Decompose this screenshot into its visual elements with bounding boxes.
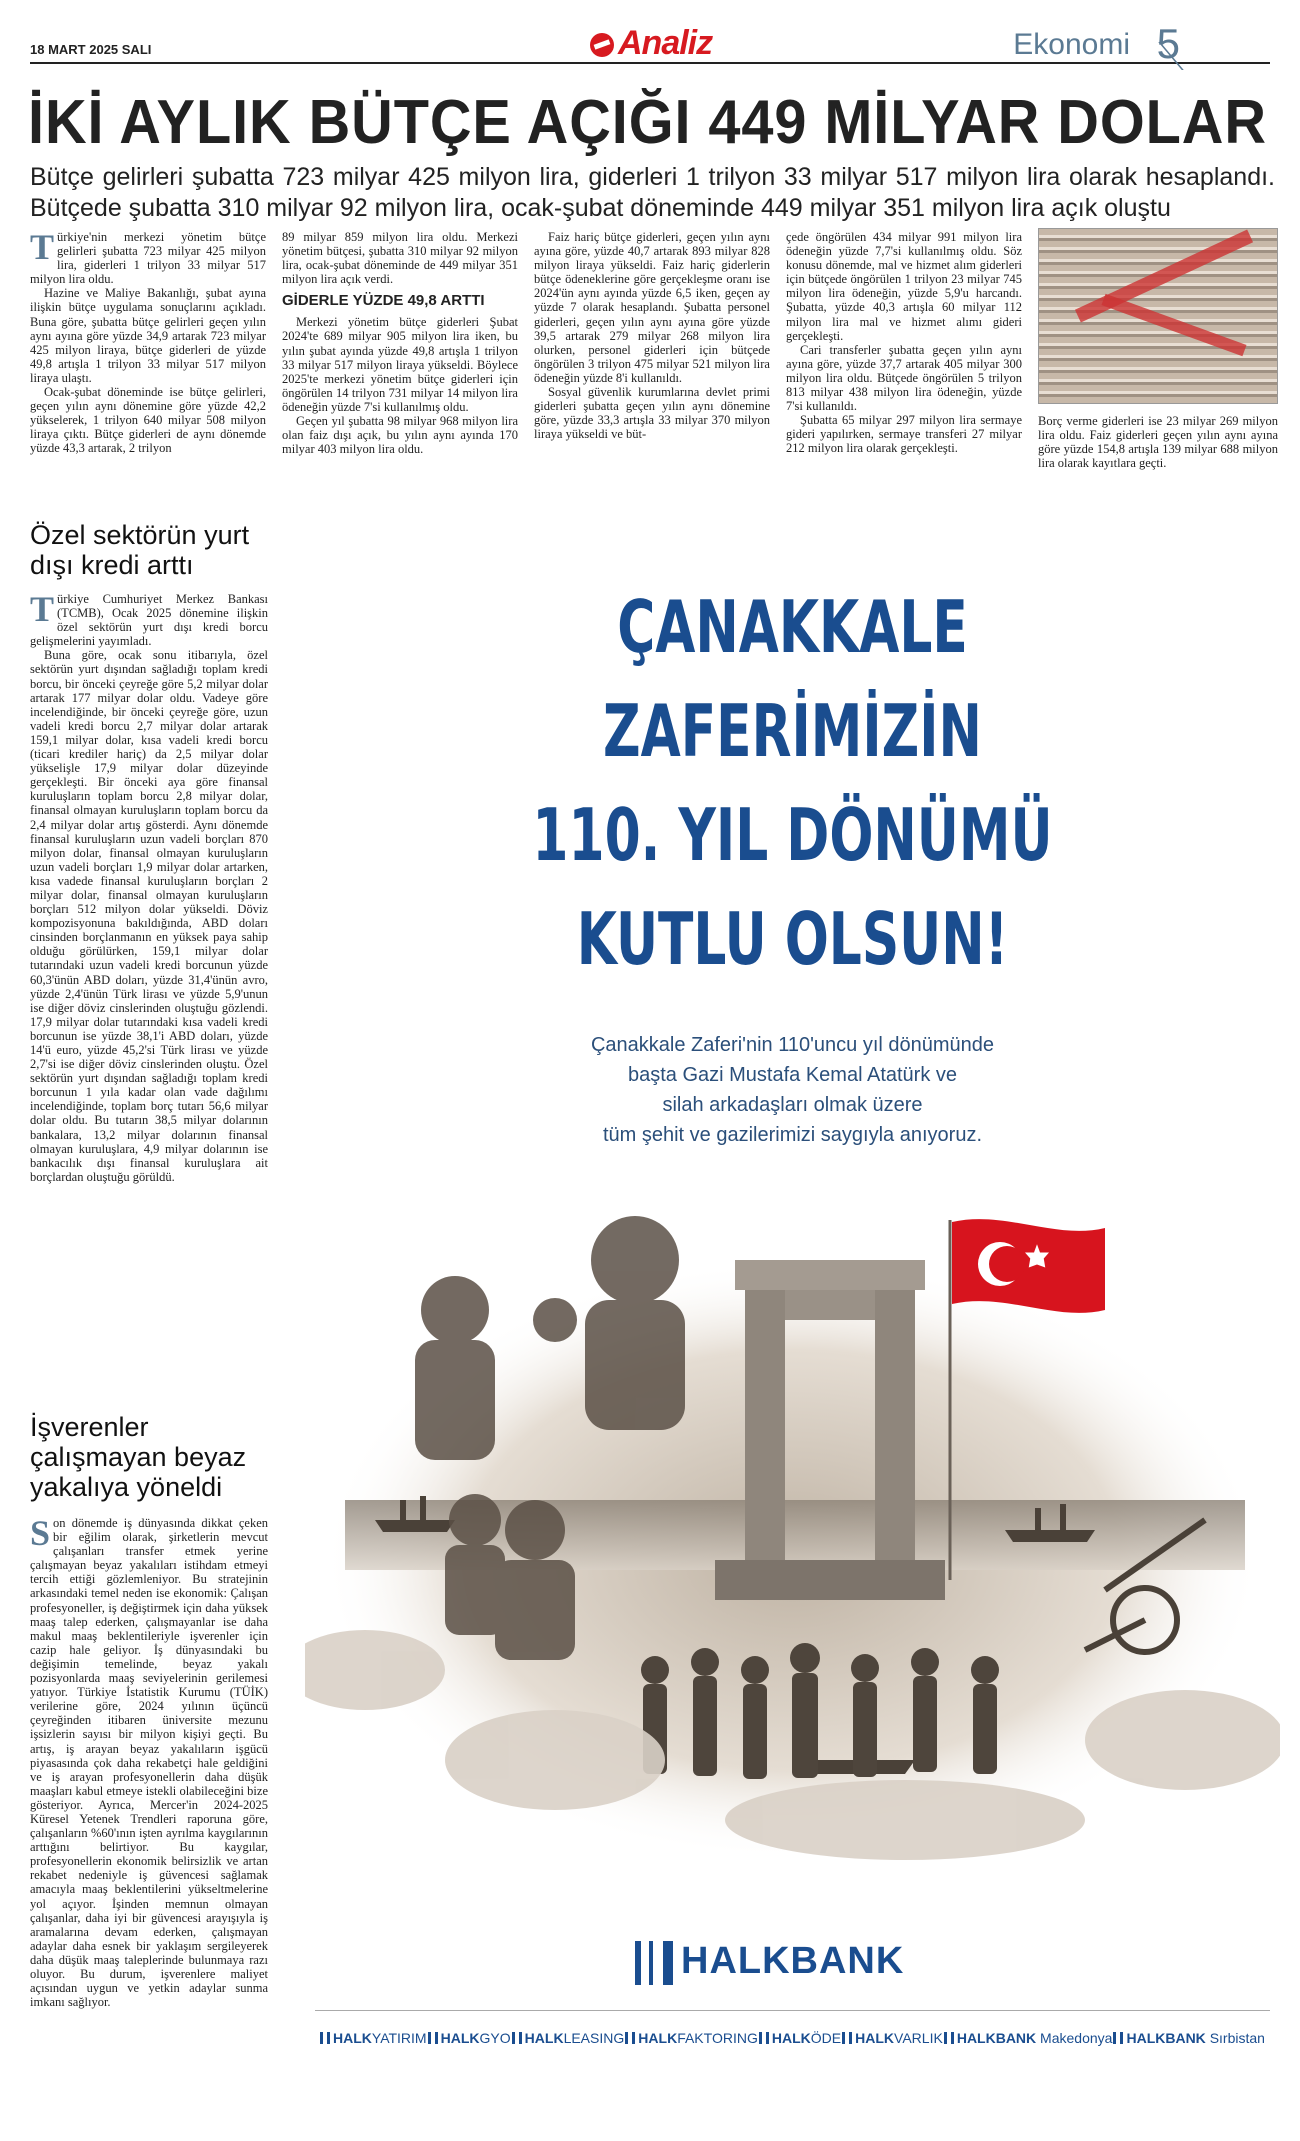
subsidiary-light: VARLIK — [894, 2030, 943, 2046]
subsidiary-bold: HALK — [333, 2030, 372, 2046]
halk-mark-icon — [625, 2032, 635, 2044]
ad-divider — [315, 2010, 1270, 2011]
subsidiary-logo[interactable] — [512, 2030, 625, 2046]
paragraph: Şubatta 65 milyar 297 milyon lira sermaye gideri yapılırken, sermaye transferi 27 milyar 212 milyon lira olarak gerçekleşti. — [786, 413, 1022, 456]
drop-cap: T — [30, 227, 55, 267]
halk-mark-icon — [512, 2032, 522, 2044]
main-headline: İKİ AYLIK BÜTÇE AÇIĞI 449 MİLYAR DOLAR — [28, 88, 1267, 157]
halk-mark-icon — [944, 2032, 954, 2044]
paragraph: Hazine ve Maliye Bakanlığı, şubat ayına ilişkin bütçe uygulama sonuçlarını açıkladı. Buna göre, şubatta bütçe gelirleri geçen yılın aynı ayına göre yüzde 34,9 artarak 723 milyar 425 milyon liraya, bütçe giderleri de yüzde 49,8 artışla 1 trilyon 33 milyar 517 milyon liraya ulaştı. — [30, 286, 266, 385]
halkbank-advertisement[interactable] — [305, 500, 1280, 2125]
drop-cap: T — [30, 589, 55, 629]
side-headline-2: İşverenler çalışmayan beyaz yakalıya yöneldi — [30, 1412, 247, 1502]
subsidiary-light: LEASING — [563, 2030, 625, 2046]
subsidiary-logo[interactable] — [842, 2030, 943, 2046]
halkbank-h-icon — [635, 1941, 673, 1985]
subheading: GİDERLE YÜZDE 49,8 ARTTI — [282, 292, 485, 310]
halk-mark-icon — [1113, 2032, 1123, 2044]
subsidiary-light: GYO — [479, 2030, 511, 2046]
ad-body-line: Çanakkale Zaferi'nin 110'uncu yıl dönümünde — [590, 1034, 995, 1056]
ad-title — [442, 575, 1144, 991]
paragraph: on dönemde iş dünyasında dikkat çeken bir eğilim olarak, şirketlerin mevcut çalışanları transfer etmek yerine çalışmayan beyaz yakalıları istihdam etmeyi tercih ettiği gözlemleniyor. Bu stratejinin arkasındaki temel neden ise ekonomik: Çalışan profesyoneller, iş değiştirmek için daha yüksek maaş talep ederken, çalışmayanlar ise daha makul maaş beklentileriyle işverenler için cazip hale geliyor. İş dünyasındaki bu değişimin temelinde, beyaz yakalı pozisyonlarda maaş seviyelerinin gerilemesi yatıyor. Türkiye İstatistik Kurumu (TÜİK) verilerine göre, 2024 yılının üçüncü çeyreğinden itibaren üniversite mezunu işsizlerin sayısı bir milyon kişiyi geçti. Bu artış, iş arayan beyaz yakalıların işgücü piyasasında çok daha rekabetçi hale geldiğini ve iş arayan profesyonellerin daha düşük maaşları kabul etmeye istekli olabileceğini bize gösteriyor. Ayrıca, Mercer'in 2024-2025 Küresel Yetenek Trendleri raporuna göre, çalışanların %60'ının işten ayrılma kaygılarının arttığını belirtiyor. Bu kaygılar, profesyonellerin ekonomik belirsizlik ve artan rekabet nedeniyle iş güvencesi sağlamak amacıyla maaş beklentilerini yükseltmelerine yol açıyor. İşinden memnun olmayan çalışanlar, daha iyi bir güvencesi arayışıyla iş aramalarına devam ederken, çalışmayan adaylar daha esnek bir yaklaşım sergileyerek daha düşük maaş taleplerinde bulunmaya razı oluyor. Bu durum, işverenlere maliyet açısından uygun ve yetkin adaylar sunma imkanı sağlıyor. — [30, 1516, 268, 2010]
issue-date: 18 MART 2025 SALI — [30, 42, 152, 57]
drop-cap: S — [30, 1513, 51, 1553]
side-article-1-body — [30, 589, 268, 1184]
subsidiary-bold: HALK — [638, 2030, 678, 2046]
paragraph: 89 milyar 859 milyon lira oldu. Merkezi yönetim bütçesi, şubatta 310 milyar 92 milyon lira, ocak-şubat döneminde de 449 milyar 351 milyon lira açık verdi. — [282, 230, 518, 287]
canakkale-collage-illustration — [305, 1200, 1280, 1880]
ad-body-line: tüm şehit ve gazilerimizi saygıyla anıyoruz. — [602, 1124, 983, 1146]
paragraph: Geçen yıl şubatta 98 milyar 968 milyon lira olan faiz dışı açık, bu yılın aynı ayında 170 milyar 403 milyon lira oldu. — [282, 414, 518, 457]
paragraph: Buna göre, ocak sonu itibarıyla, özel sektörün yurt dışından sağladığı toplam kredi borcu, bir önceki çeyreğe göre 5,2 milyar dolar artarak 177 milyar dolar oldu. Vadeye göre incelendiğinde, bir önceki çeyreğe göre, uzun vadeli kredi borcu 2,7 milyar dolar artarak 159,1 milyar dolar, kısa vadeli kredi borcu (ticari krediler hariç) da 2,5 milyar dolar yükselişle 17,9 milyar dolar düzeyinde gerçekleşti. Bir önceki aya göre finansal kuruluşların toplam borcu 2,8 milyar dolar, finansal olmayan kuruluşların toplam borcu da 2,4 milyar dolar artış gösterdi. Aynı dönemde finansal kuruluşların uzun vadeli borçları 870 milyon dolar, finansal olmayan kuruluşların uzun vadeli borçları 1,9 milyar dolar artarken, kısa vadede finansal kuruluşların borçları 2 milyar dolar, finansal olmayan kuruluşların borçları 512 milyon dolar yükseldi. Döviz kompozisyonuna bakıldığında, ABD doları cinsinden borçlanmanın en yüksek paya sahip olduğu görülürken, 159,1 milyar dolar tutarındaki uzun vadeli kredi borcunun yüzde 60,3'ünün ABD doları, yüzde 31,4'ünün avro, yüzde 2,4'ünün Türk lirası ve yüzde 5,9'unun ise diğer döviz cinslerinden oluştuğu gözlendi. 17,9 milyar dolar tutarındaki kısa vadeli kredi borcunun ise yüzde 38,1'i ABD doları, yüzde 14'ü euro, yüzde 45,2'si Türk lirası ve yüzde 2,7'si ise diğer döviz cinslerinden oluştu. Özel sektörün yurt dışından sağladığı toplam kredi borcunun 1 yıla kadar olan vade dağılımı incelendiğinde, toplam borç tutarı 56,6 milyar dolar oldu. Bu tutarın 38,5 milyar dolarının bankalara, 13,2 milyar dolarının finansal olmayan kuruluşlara, 4,9 milyar dolarının ise bankacılık dışı finansal kuruluşlara ait borçlardan oluştuğu görüldü. — [30, 648, 268, 1184]
subsidiary-bold: HALK — [524, 2030, 564, 2046]
side-article-2-body — [30, 1513, 268, 2010]
halkbank-brand: HALKBANK — [681, 1940, 905, 1982]
subsidiary-light: FAKTORING — [677, 2030, 758, 2046]
paragraph: ürkiye Cumhuriyet Merkez Bankası (TCMB), Ocak 2025 dönemine ilişkin özel sektörün yurt dışı kredi borcu gelişmelerini yayımladı. — [30, 592, 268, 649]
main-col-4 — [786, 230, 1022, 456]
subsidiary-bold: HALKBANK — [1126, 2030, 1206, 2046]
ad-title-line: ÇANAKKALE — [617, 585, 968, 669]
halk-mark-icon — [842, 2032, 852, 2044]
ad-title-line: ZAFERİMİZİN — [603, 689, 982, 773]
paragraph: çede öngörülen 434 milyar 991 milyon lira ödeneğin yüzde 7,7'si kullanılmış oldu. Söz konusu dönemde, mal ve hizmet alım giderleri için bütçede öngörülen 1 trilyon 23 milyar 745 milyon lira ödeneğin, yüzde 5,9'u harcandı. Şubatta, yüzde 40,3 artışla 60 milyar 112 milyon lira mal ve hizmet alımı gideri gerçekleşti. — [786, 230, 1022, 343]
ad-body-line: başta Gazi Mustafa Kemal Atatürk ve — [627, 1064, 958, 1086]
halk-mark-icon — [759, 2032, 769, 2044]
photo-band — [1101, 294, 1246, 357]
subsidiary-logo[interactable] — [428, 2030, 511, 2046]
halk-mark-icon — [428, 2032, 438, 2044]
main-col-5 — [1038, 414, 1278, 470]
paragraph: Sosyal güvenlik kurumlarına devlet primi giderleri şubatta geçen yılın aynı dönemine göre, yüzde 33,3 artışla 33 milyar 370 milyon liraya yükseldi ve büt- — [534, 385, 770, 442]
subsidiary-light: YATIRIM — [371, 2030, 427, 2046]
ad-title-line: 110. YIL DÖNÜMÜ — [532, 793, 1053, 877]
subsidiary-logos — [320, 2030, 1265, 2046]
paragraph: Ocak-şubat döneminde ise bütçe gelirleri, geçen yılın aynı dönemine göre yüzde 42,2 yükselerek, 1 trilyon 640 milyar 508 milyon liraya çıktı. Bütçe giderleri de aynı dönemde yüzde 43,3 artarak, 2 trilyon — [30, 385, 266, 456]
subsidiary-bold: HALK — [855, 2030, 895, 2046]
subsidiary-light: Sırbistan — [1209, 2030, 1265, 2046]
main-col-2 — [282, 230, 518, 456]
paragraph: Faiz hariç bütçe giderleri, geçen yılın aynı ayına göre, yüzde 40,7 artarak 893 milyar 828 milyon liraya yükseldi. Faiz hariç giderlerin bütçe ödeneklerine göre gerçekleşme oranı ise 2024'ün aynı ayında yüzde 6,5 iken, geçen ay yüzde 7 olarak hesaplandı. Şubatta personel giderleri, geçen yılın aynı ayına göre yüzde 39,5 artarak 279 milyar 268 milyon lira olurken, personel giderleri için bütçede öngörülen 3 trilyon 475 milyar 521 milyon lira ödeneğin yüzde 8'i kullanıldı. — [534, 230, 770, 385]
photo-band — [1075, 230, 1253, 323]
subsidiary-bold: HALKBANK — [956, 2030, 1037, 2046]
banknotes-photo — [1038, 228, 1278, 404]
subsidiary-bold: HALK — [440, 2030, 480, 2046]
main-col-1 — [30, 227, 266, 456]
logo-swirl-icon — [590, 33, 614, 57]
ad-title-line: KUTLU OLSUN! — [576, 897, 1009, 981]
page-number: 5 — [1156, 20, 1180, 67]
ad-body-line: silah arkadaşları olmak üzere — [662, 1094, 923, 1116]
turkish-flag-icon — [952, 1219, 1105, 1313]
page-header — [30, 20, 1270, 67]
main-deck: Bütçe gelirleri şubatta 723 milyar 425 milyon lira, giderleri 1 trilyon 33 milyar 517 milyon lira olarak hesaplandı. Bütçede şubatta 310 milyar 92 milyon lira, ocak-şubat döneminde 449 milyar 351 milyon lira açık oluştu — [30, 163, 1275, 222]
halkbank-logo[interactable] — [635, 1940, 904, 1985]
subsidiary-logo[interactable] — [320, 2030, 427, 2046]
subsidiary-logo[interactable] — [1113, 2030, 1264, 2046]
newspaper-logo[interactable] — [590, 24, 712, 63]
paragraph: Borç verme giderleri ise 23 milyar 269 milyon lira oldu. Faiz giderleri geçen yılın aynı ayına göre yüzde 154,8 artışla 139 milyar 688 milyon lira olarak kayıtlara geçti. — [1038, 414, 1278, 471]
subsidiary-light: ÖDE — [810, 2030, 842, 2046]
main-col-3 — [534, 230, 770, 441]
paragraph: Cari transferler şubatta geçen yılın aynı ayına göre, yüzde 37,7 artarak 405 milyar 300 milyon lira oldu. Bütçede öngörülen 5 trilyon 813 milyar 438 milyon lira ödeneğin, yüzde 7'si kullanıldı. — [786, 342, 1022, 414]
halk-mark-icon — [320, 2032, 330, 2044]
paragraph: Merkezi yönetim bütçe giderleri Şubat 2024'te 689 milyar 905 milyon lira iken, bu yılın şubat ayında yüzde 49,8 artışla 1 trilyon 33 milyar 517 milyon liraya yükseldi. Böylece 2025'te merkezi yönetim bütçe giderleri için öngörülen 14 trilyon 731 milyar 14 milyon lira ödeneğin yüzde 7'si kullanılmış oldu. — [282, 315, 518, 414]
ad-body-text — [305, 1030, 1280, 1150]
section-name: Ekonomi — [1013, 28, 1130, 61]
subsidiary-bold: HALK — [771, 2030, 811, 2046]
logo-text: Analiz — [618, 24, 713, 62]
subsidiary-logo[interactable] — [759, 2030, 841, 2046]
subsidiary-logo[interactable] — [944, 2030, 1113, 2046]
subsidiary-logo[interactable] — [625, 2030, 758, 2046]
subsidiary-light: Makedonya — [1040, 2030, 1113, 2046]
side-headline-1: Özel sektörün yurt dışı kredi arttı — [30, 520, 250, 580]
paragraph: ürkiye'nin merkezi yönetim bütçe gelirleri şubatta 723 milyar 425 milyon lira, giderleri 1 trilyon 33 milyar 517 milyon lira oldu. — [30, 230, 266, 287]
